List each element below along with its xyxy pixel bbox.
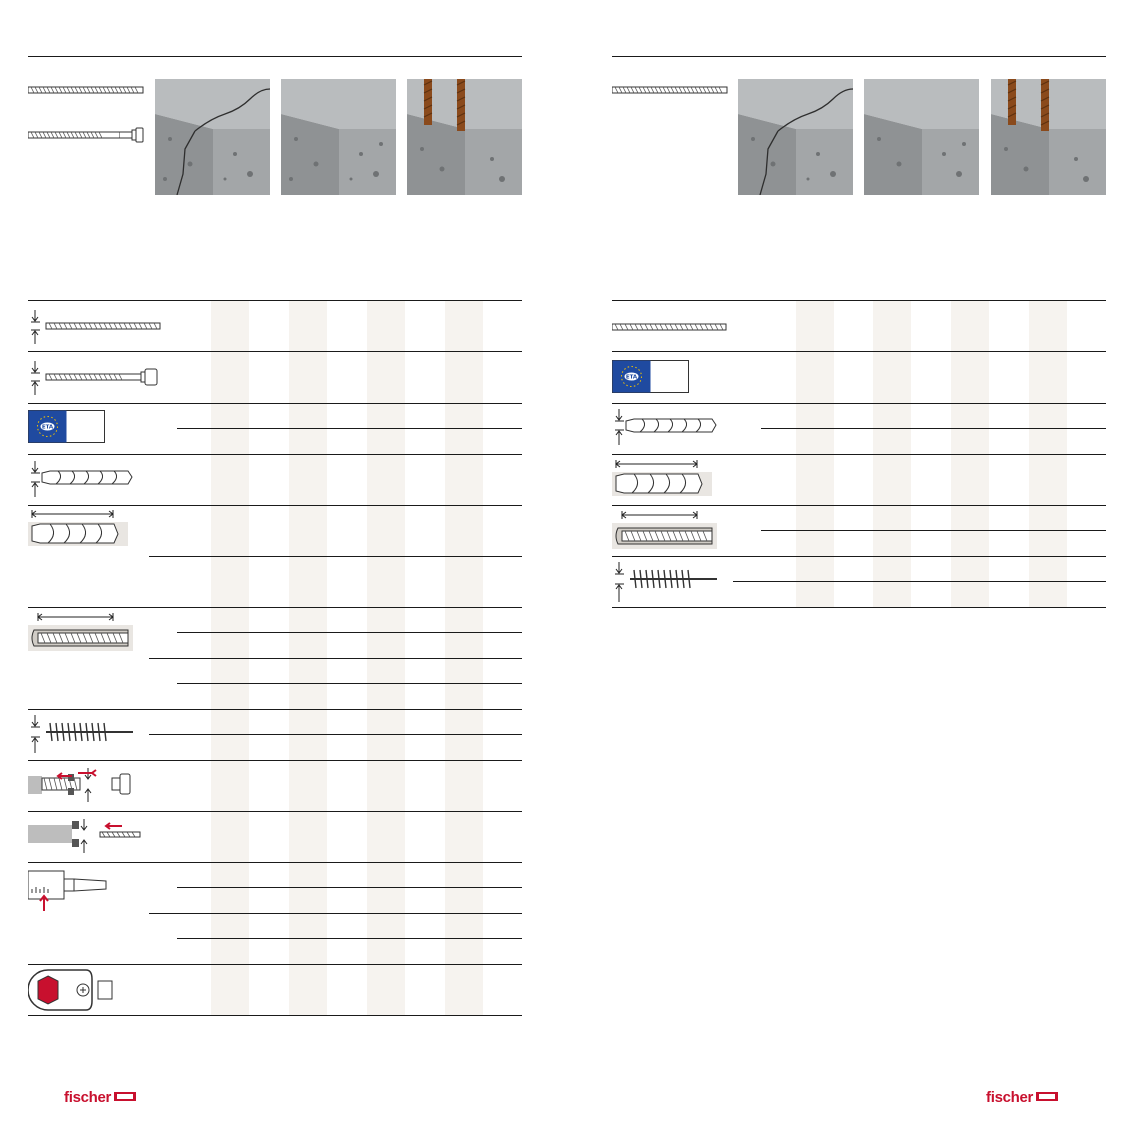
svg-text:ETA: ETA (625, 374, 638, 381)
non-cracked-concrete-photo (864, 79, 979, 195)
threaded-rod-icon (612, 322, 730, 332)
right-table-rule (612, 300, 1106, 301)
right-table-rule (612, 607, 1106, 608)
left-table-rule (28, 454, 522, 455)
anchor-bolt-icon (28, 357, 163, 397)
fixture-clearance-rod-icon (28, 817, 143, 857)
cleaning-brush-icon (612, 560, 722, 604)
embedment-depth-icon (28, 611, 138, 655)
eta-approval-icon (28, 410, 106, 444)
drill-depth-icon (28, 508, 138, 552)
left-top-rule (28, 56, 522, 57)
fischer-logo-right: fischer (986, 1089, 1058, 1106)
torque-gauge-icon (28, 867, 138, 915)
left-table-rule (28, 607, 522, 608)
right-table-rule (612, 403, 1106, 404)
left-table-rule (28, 760, 522, 761)
left-table-rule (177, 428, 522, 429)
non-cracked-concrete-photo (281, 79, 396, 195)
left-table-rule (28, 964, 522, 965)
right-table-rule (612, 351, 1106, 352)
fixture-clearance-bolt-icon (28, 766, 138, 806)
left-table-rule (28, 862, 522, 863)
left-table-rule (28, 1015, 522, 1016)
embedment-depth-icon (612, 509, 722, 553)
left-table-rule (149, 734, 522, 735)
left-table-rule (149, 658, 522, 659)
left-table-rule (177, 938, 522, 939)
cracked-concrete-photo (155, 79, 270, 195)
threaded-rod-icon (612, 86, 728, 94)
left-table-rule (28, 811, 522, 812)
drill-bit-icon (612, 407, 722, 447)
anchor-bolt-icon (28, 127, 144, 143)
svg-text:ETA: ETA (41, 424, 54, 431)
left-table-rule (177, 683, 522, 684)
right-table-rule (612, 454, 1106, 455)
left-table-rule (28, 505, 522, 506)
left-table-rule (28, 351, 522, 352)
drill-depth-icon (612, 458, 722, 502)
drill-bit-icon (28, 459, 138, 499)
right-table-rule (612, 505, 1106, 506)
right-table-rule (733, 581, 1106, 582)
left-table-rule (28, 403, 522, 404)
left-table-rule (149, 913, 522, 914)
left-table-rule (177, 632, 522, 633)
fischer-logo-mark (114, 1092, 136, 1101)
left-table-rule (149, 556, 522, 557)
rebar-concrete-photo (407, 79, 522, 195)
right-table-rule (761, 530, 1106, 531)
left-table-rule (177, 887, 522, 888)
eta-approval-icon (612, 360, 690, 394)
socket-wrench-icon (28, 967, 118, 1013)
fischer-logo-left: fischer (64, 1089, 136, 1106)
right-top-rule (612, 56, 1106, 57)
right-table-rule (761, 428, 1106, 429)
left-table-rule (28, 300, 522, 301)
threaded-rod-icon (28, 306, 163, 346)
fischer-logo-mark (1036, 1092, 1058, 1101)
rebar-concrete-photo (991, 79, 1106, 195)
right-table-rule (612, 556, 1106, 557)
cleaning-brush-icon (28, 713, 138, 755)
cracked-concrete-photo (738, 79, 853, 195)
left-table-rule (28, 709, 522, 710)
threaded-rod-icon (28, 86, 144, 94)
